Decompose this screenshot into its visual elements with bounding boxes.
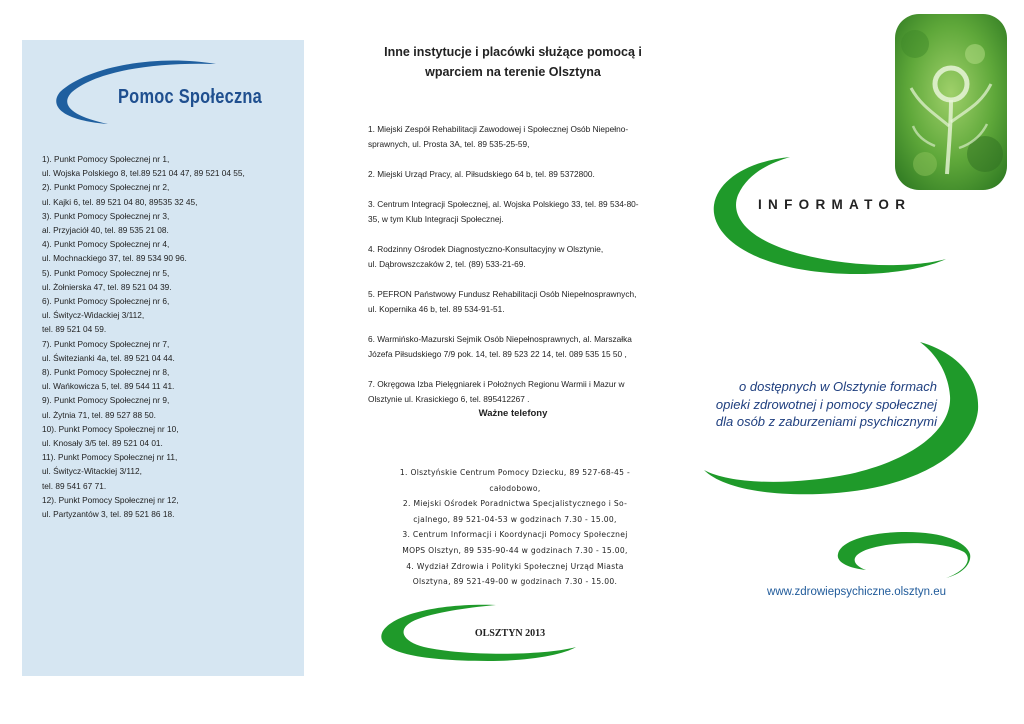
list-line: 5). Punkt Pomocy Społecznej nr 5, bbox=[42, 267, 170, 278]
list-line: ul. Żołnierska 47, tel. 89 521 04 39. bbox=[42, 281, 172, 292]
institutions-title-line: wparciem na terenie Olsztyna bbox=[425, 65, 601, 79]
institutions-title-line: Inne instytucje i placówki służące pomocą i bbox=[384, 45, 642, 59]
list-line: 8). Punkt Pomocy Społecznej nr 8, bbox=[42, 367, 170, 378]
list-line: 6). Punkt Pomocy Społecznej nr 6, bbox=[42, 296, 170, 307]
institution-line: ul. Kopernika 46 b, tel. 89 534-91-51. bbox=[368, 304, 505, 314]
list-line: ul. Knosały 3/5 tel. 89 521 04 01. bbox=[42, 438, 163, 449]
institution-line: 1. Miejski Zespół Rehabilitacji Zawodowej i Społecznej Osób Niepełno- bbox=[368, 124, 629, 134]
list-line: ul. Świtycz-Widackiej 3/112, bbox=[42, 310, 145, 321]
green-swoosh-decoration bbox=[710, 155, 950, 280]
phone-line: 4. Wydział Zdrowia i Polityki Społecznej Urząd Miasta bbox=[406, 561, 624, 571]
list-line: 2). Punkt Pomocy Społecznej nr 2, bbox=[42, 182, 170, 193]
footer-year: OLSZTYN 2013 bbox=[474, 628, 546, 639]
institution-item bbox=[368, 197, 668, 227]
list-line: al. Przyjaciół 40, tel. 89 535 21 08. bbox=[42, 225, 169, 236]
phone-line: 1. Olsztyńskie Centrum Pomocy Dziecku, 89 527-68-45 - bbox=[399, 468, 631, 477]
phone-line: 3. Centrum Informacji i Koordynacji Pomocy Społecznej bbox=[402, 530, 628, 540]
institution-line: 6. Warmińsko-Mazurski Sejmik Osób Niepełnosprawnych, al. Marszałka bbox=[368, 334, 632, 344]
list-line: ul. Świtycz-Witackiej 3/112, bbox=[42, 466, 142, 477]
subtitle-line: opieki zdrowotnej i pomocy społecznej bbox=[715, 396, 937, 412]
institution-item bbox=[368, 377, 668, 407]
list-line: 4). Punkt Pomocy Społecznej nr 4, bbox=[42, 239, 170, 250]
institution-line: 2. Miejski Urząd Pracy, al. Piłsudskiego 64 b, tel. 89 5372800. bbox=[368, 169, 595, 179]
phone-line: cjalnego, 89 521-04-53 w godzinach 7.30 - 15.00, bbox=[413, 514, 617, 524]
list-line: 7). Punkt Pomocy Społecznej nr 7, bbox=[42, 338, 170, 349]
phone-line: całodobowo, bbox=[489, 483, 541, 493]
important-phones-title: Ważne telefony bbox=[478, 408, 548, 419]
institutions-title bbox=[362, 42, 664, 82]
institution-line: 4. Rodzinny Ośrodek Diagnostyczno-Konsultacyjny w Olsztynie, bbox=[368, 244, 604, 254]
social-help-points-list bbox=[42, 152, 302, 521]
green-swoosh-decoration bbox=[836, 530, 972, 584]
list-line: 11). Punkt Pomocy Społecznej nr 11, bbox=[42, 452, 178, 463]
institution-line: 35, w tym Klub Integracji Społecznej. bbox=[368, 214, 504, 224]
institution-item bbox=[368, 242, 668, 272]
list-line: 1). Punkt Pomocy Społecznej nr 1, bbox=[42, 154, 170, 164]
list-line: 9). Punkt Pomocy Społecznej nr 9, bbox=[42, 395, 170, 406]
institution-item bbox=[368, 122, 668, 152]
phone-line: Olsztyna, 89 521-49-00 w godzinach 7.30 - 15.00. bbox=[412, 577, 618, 587]
website-link[interactable]: www.zdrowiepsychiczne.olsztyn.eu bbox=[767, 586, 946, 598]
informator-title: INFORMATOR bbox=[758, 197, 912, 212]
informator-subtitle bbox=[690, 378, 937, 431]
list-line: ul. Kajki 6, tel. 89 521 04 80, 89535 32 45, bbox=[42, 196, 198, 207]
list-line: ul. Żytnia 71, tel. 89 527 88 50. bbox=[42, 409, 156, 420]
list-line: 3). Punkt Pomocy Społecznej nr 3, bbox=[42, 210, 170, 221]
institution-line: sprawnych, ul. Prosta 3A, tel. 89 535-25-59, bbox=[368, 139, 530, 149]
subtitle-line: o dostępnych w Olsztynie formach bbox=[739, 379, 937, 394]
list-line: ul. Świtezianki 4a, tel. 89 521 04 44. bbox=[42, 352, 175, 363]
institution-line: Olsztynie ul. Krasickiego 6, tel. 895412267 . bbox=[368, 394, 530, 404]
list-line: ul. Wojska Polskiego 8, tel.89 521 04 47, 89 521 04 55, bbox=[42, 168, 245, 179]
list-line: tel. 89 541 67 71. bbox=[42, 480, 107, 491]
institution-item bbox=[368, 287, 668, 317]
institution-line: 5. PEFRON Państwowy Fundusz Rehabilitacji Osób Niepełnosprawnych, bbox=[368, 289, 637, 299]
social-help-heading: Pomoc Społeczna bbox=[118, 86, 263, 108]
institution-line: 7. Okręgowa Izba Pielęgniarek i Położnych Regionu Warmii i Mazur w bbox=[368, 379, 625, 389]
phone-line: MOPS Olsztyn, 89 535-90-44 w godzinach 7.30 - 15.00, bbox=[402, 545, 628, 555]
institution-item bbox=[368, 167, 668, 182]
institution-line: 3. Centrum Integracji Społecznej, al. Wojska Polskiego 33, tel. 89 534-80- bbox=[368, 199, 639, 209]
list-line: 10). Punkt Pomocy Społecznej nr 10, bbox=[42, 423, 179, 434]
important-phones-list bbox=[372, 465, 658, 590]
list-line: ul. Wańkowicza 5, tel. 89 544 11 41. bbox=[42, 381, 175, 392]
list-line: ul. Mochnackiego 37, tel. 89 534 90 96. bbox=[42, 253, 187, 264]
institutions-list bbox=[368, 122, 668, 422]
institution-line: ul. Dąbrowszczaków 2, tel. (89) 533-21-69. bbox=[368, 259, 526, 269]
phone-line: 2. Miejski Ośrodek Poradnictwa Specjalistycznego i So- bbox=[402, 499, 628, 509]
subtitle-line: dla osób z zaburzeniami psychicznymi bbox=[715, 414, 937, 429]
institution-item bbox=[368, 332, 668, 362]
list-line: ul. Partyzantów 3, tel. 89 521 86 18. bbox=[42, 509, 175, 520]
list-line: 12). Punkt Pomocy Społecznej nr 12, bbox=[42, 494, 179, 505]
list-line: tel. 89 521 04 59. bbox=[42, 324, 107, 335]
institution-line: Józefa Piłsudskiego 7/9 pok. 14, tel. 89 523 22 14, tel. 089 535 15 50 , bbox=[368, 349, 627, 359]
